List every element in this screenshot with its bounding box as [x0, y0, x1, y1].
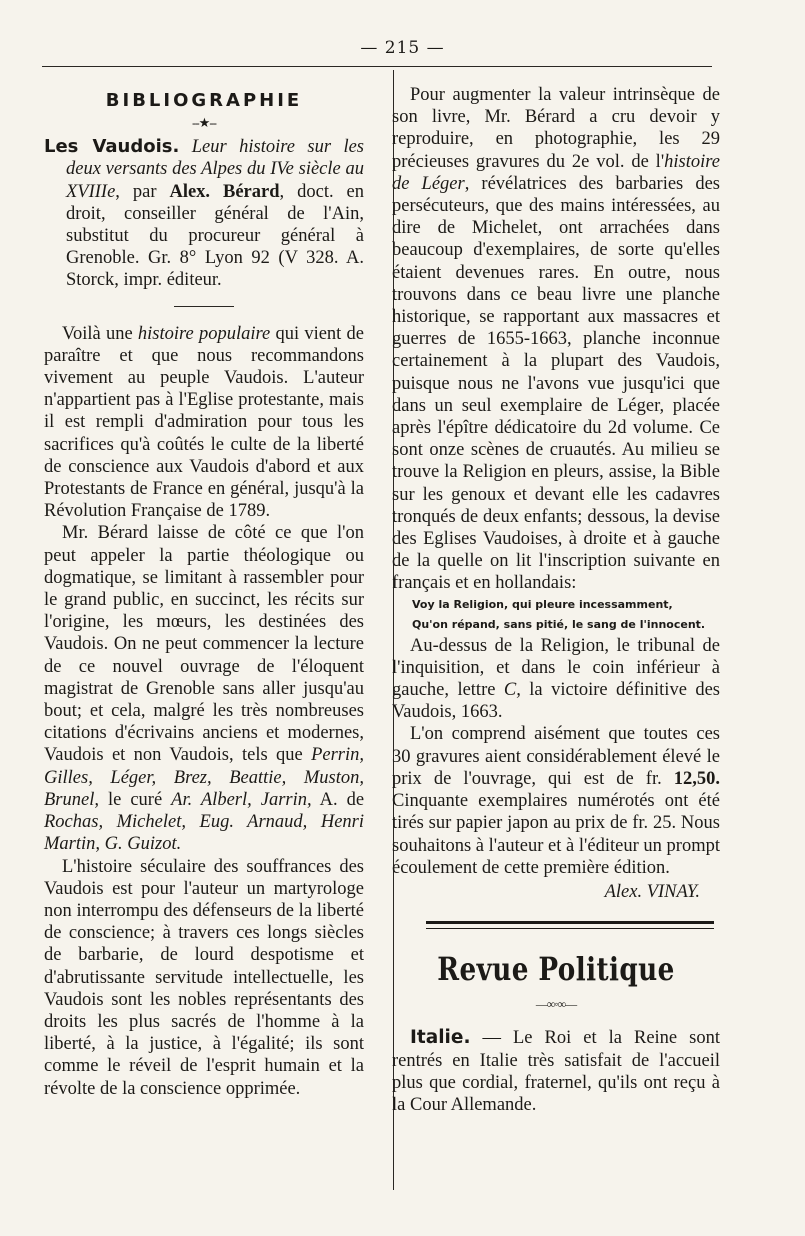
quote-line-2: Qu'on répand, sans pitié, le sang de l'innocent.: [412, 617, 706, 631]
p2-names2: Ar. Alberl, Jarrin,: [171, 789, 312, 810]
bib-author: Alex. Bérard: [169, 181, 280, 202]
revue-flourish: —∞◦∞—: [535, 997, 577, 1012]
p1-text-a: Voilà une: [62, 323, 133, 344]
quote-line-1: Voy la Religion, qui pleure incessamment,: [412, 597, 673, 611]
paragraph-right-3: [392, 723, 720, 878]
page-number: — 215 —: [360, 38, 445, 58]
italie-text: — Le Roi et la Reine sont rentrés en Italie très satisfait de l'accueil plus que cordial, fraternel, qu'ils ont reçu à la Cour Allemande.: [392, 1028, 720, 1115]
rp3-text-b: Cinquante exemplaires numérotés ont été tirés sur papier japon au prix de fr. 25. Nous souhaitons à l'auteur et à l'éditeur un prompt écoulement de cette première édition.: [392, 791, 720, 878]
rp1-text-b: , révélatrices des barbaries des persécuteurs, que des mains intéressées, au dire de Michelet, ont arrachées dans beaucoup d'exemplaires, de sorte qu'elles étaient devenues rares. En outre, nous trouvons dans ce beau livre une planche historique, se rapportant aux massacres et guerres de 1655-1663, planche inconnue certainement à la plupart des Vaudois, puisque nous ne l'avons vue jusqu'ici que dans un seul exemplaire de Léger, placée après l'épître dédicatoire du 2d volume. Ce sont onze scènes de cruautés. Au milieu se trouve la Religion en pleurs, assise, la Bible sur les genoux et devant elle les cadavres tronqués de deux enfants; dessous, la devise des Eglises Vaudoises, à droite et à gauche de la quelle on lit l'inscription suivante en français et en hollandais:: [392, 173, 720, 594]
double-rule: [426, 921, 714, 929]
p1-emphasis: histoire populaire: [137, 323, 271, 344]
p2-text-a: Mr. Bérard laisse de côté ce que l'on peut appeler la partie théologique ou dogmatique, se limitant à rassembler pour le grand public, en succinct, les récits sur l'origine, les mœurs, les destinées des Vaudois. On ne peut commencer la lecture de ce nouvel ouvrage de l'éloquent magistrat de Grenoble sans aller jusqu'au bout; et cela, malgré les très nombreuses citations d'écrivains anciens et modernes, Vaudois et non Vaudois, tels que: [44, 523, 364, 766]
bib-lead: Les Vaudois.: [44, 136, 180, 158]
right-column: [392, 84, 720, 1116]
p2-names3: Rochas, Michelet, Eug. Arnaud, Henri Martin, G. Guizot.: [44, 812, 364, 855]
bib-rest: , doct. en droit, conseiller général de l'Ain, substitut du procureur général à Grenoble. Gr. 8° Lyon 92 (V 328. A. Storck, impr. éditeur.: [66, 181, 365, 291]
bib-title: Leur histoire sur les deux versants des Alpes du IVe siècle au XVIIIe: [66, 137, 365, 202]
p1-text-b: qui vient de paraître et que nous recommandons vivement au peuple Vaudois. L'auteur n'appartient pas à l'Eglise protestante, mais il est rempli d'admiration pour tous les sacrifices qu'à coûtés le culte de la liberté de conscience aux Vaudois d'abord et aux Protestants de France en général, jusqu'à la Révolution Française de 1789.: [44, 323, 364, 522]
rp2-emphasis: C,: [503, 680, 521, 701]
rp1-text-a: Pour augmenter la valeur intrinsèque de son livre, Mr. Bérard a cru devoir y reproduire, en photographie, les 29 précieuses gravures du 2e vol. de l': [392, 85, 720, 172]
bibliography-entry: [44, 136, 364, 291]
short-rule: [174, 306, 234, 307]
left-column: [44, 84, 364, 1100]
rp3-price: 12,50.: [673, 768, 720, 789]
inscription-quote: [392, 595, 720, 635]
paragraph-1: [44, 323, 364, 523]
bib-by: , par: [115, 181, 157, 202]
p2-text-b: le curé: [107, 789, 163, 810]
p2-names: Perrin, Gilles, Léger, Brez, Beattie, Muston, Brunel,: [44, 745, 365, 810]
rp3-text-a: L'on comprend aisément que toutes ces 30 gravures aient considérablement élevé le prix de l'ouvrage, qui est de fr.: [392, 724, 720, 789]
section-title-bibliographie: BIBLIOGRAPHIE: [105, 90, 303, 111]
paragraph-right-2: [392, 635, 720, 724]
paragraph-3: L'histoire séculaire des souffrances des Vaudois est pour l'auteur un martyrologe non interrompu des défenseurs de la liberté de conscience; à travers ces longs siècles de barbarie, de lourd despotisme et d'abrutissante servitude intellectuelle, les Vaudois sont les nobles représentants des droits les plus sacrés de l'homme à la liberté, à la justice, à l'égalité; ils sont comme le réveil de l'esprit humain et la révolte de la conscience opprimée.: [44, 856, 364, 1099]
italie-lead: Italie.: [410, 1027, 471, 1049]
p2-text-c: A. de: [319, 789, 365, 810]
rp2-text-b: la victoire définitive des Vaudois, 1663.: [392, 680, 721, 723]
rp1-emphasis: histoire de Léger: [392, 151, 720, 194]
paragraph-right-1: [392, 84, 720, 595]
rp2-text-a: Au-dessus de la Religion, le tribunal de l'inquisition, et dans le coin inférieur à gauche, lettre: [392, 635, 720, 701]
section-title-revue-politique: Revue Politique: [437, 950, 675, 989]
header-rule: [42, 66, 712, 67]
paragraph-italie: [392, 1027, 720, 1116]
section-flourish: --★--: [192, 115, 216, 131]
paragraph-2: [44, 522, 364, 855]
signature: Alex. VINAY.: [604, 881, 700, 902]
